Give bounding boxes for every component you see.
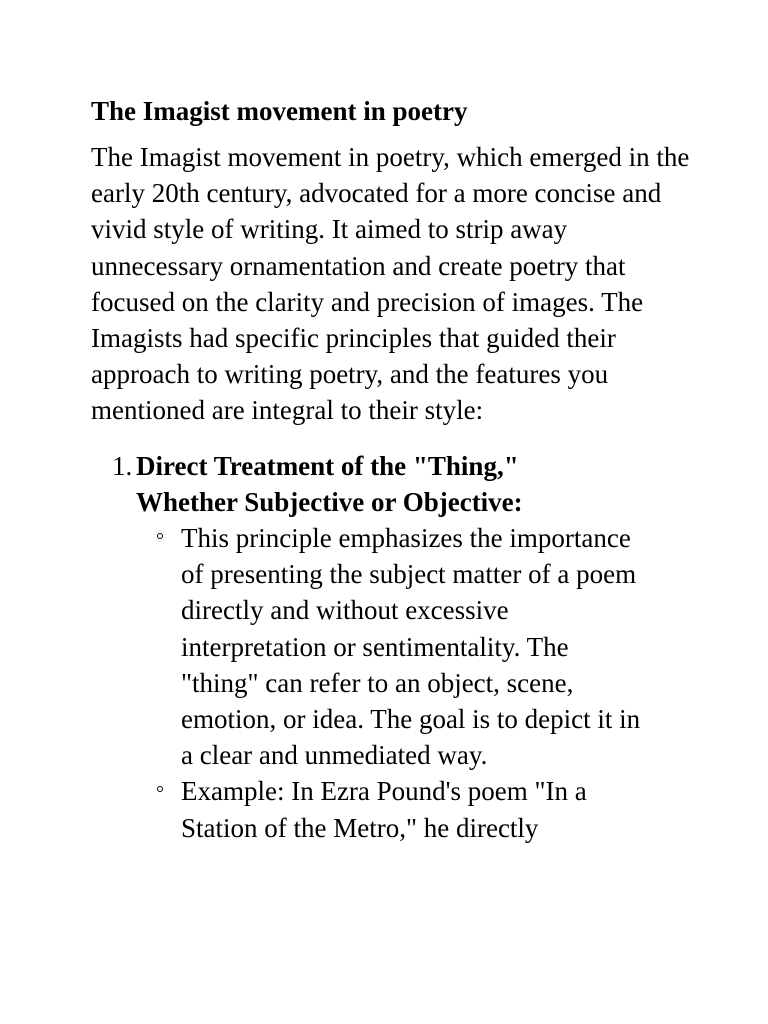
list-item	[181, 773, 651, 845]
list-item	[181, 520, 651, 773]
bullet-text: Example: In Ezra Pound's poem "In a Station of the Metro," he directly	[181, 776, 587, 843]
principles-list	[91, 448, 688, 846]
principle-bullets	[136, 520, 688, 846]
intro-paragraph: The Imagist movement in poetry, which emerged in the early 20th century, advocated for a more concise and vivid style of writing. It aimed to strip away unnecessary ornamentation and create poetry that focused on the clarity and precision of images. The Imagists had specific principles that guided their approach to writing poetry, and the features you mentioned are integral to their style:	[91, 142, 690, 426]
principle-heading-line2: Whether Subjective or Objective:	[136, 486, 523, 517]
bullet-text: This principle emphasizes the importance of presenting the subject matter of a poem directly and without excessive interpretation or sentimentality. The "thing" can refer to an object, scene, emotion, or idea. The goal is to depict it in a clear and unmediated way.	[181, 523, 641, 771]
list-number: 1.	[112, 450, 133, 481]
circle-bullet-icon	[157, 786, 163, 792]
document-title: The Imagist movement in poetry	[91, 96, 468, 126]
circle-bullet-icon	[157, 533, 163, 539]
principle-heading	[136, 448, 596, 520]
list-item	[91, 448, 688, 846]
principle-heading-line1: Direct Treatment of the "Thing,"	[136, 450, 519, 481]
